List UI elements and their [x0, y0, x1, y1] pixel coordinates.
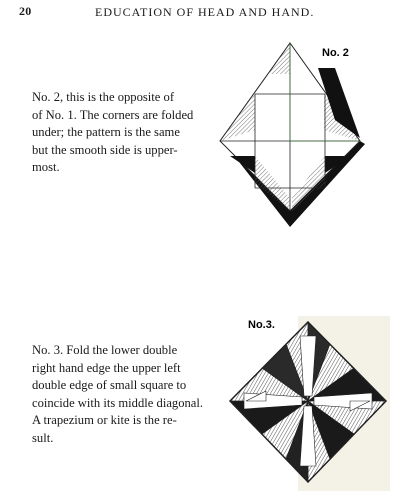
text-line: but the smooth side is upper-: [32, 142, 178, 157]
text-line: No. 3. Fold the lower double: [32, 343, 178, 357]
figure-no-2: [210, 38, 390, 233]
text-line: most.: [32, 160, 60, 174]
figure-no-3: [226, 314, 396, 494]
text-line: under; the pattern is the same: [32, 125, 180, 139]
text-line: A trapezium or kite is the re-: [32, 413, 177, 427]
text-line: No. 2, this is the opposite of: [32, 90, 175, 104]
text-line: coincide with its middle diagonal.: [32, 395, 204, 410]
figure-label: No. 2: [322, 47, 349, 59]
text-line: sult.: [32, 430, 54, 445]
paragraph-no-2: [32, 89, 206, 177]
text-line: of No. 1. The corners are folded: [32, 107, 194, 122]
page-number: 20: [19, 4, 32, 18]
figure-label: No.3.: [248, 319, 275, 331]
dark-wedge: [230, 156, 255, 173]
paragraph-no-3: [32, 342, 210, 447]
running-head: EDUCATION OF HEAD AND HAND.: [95, 5, 315, 19]
text-line: double edge of small square to: [32, 378, 187, 392]
text-line: right hand edge the upper left: [32, 360, 181, 375]
